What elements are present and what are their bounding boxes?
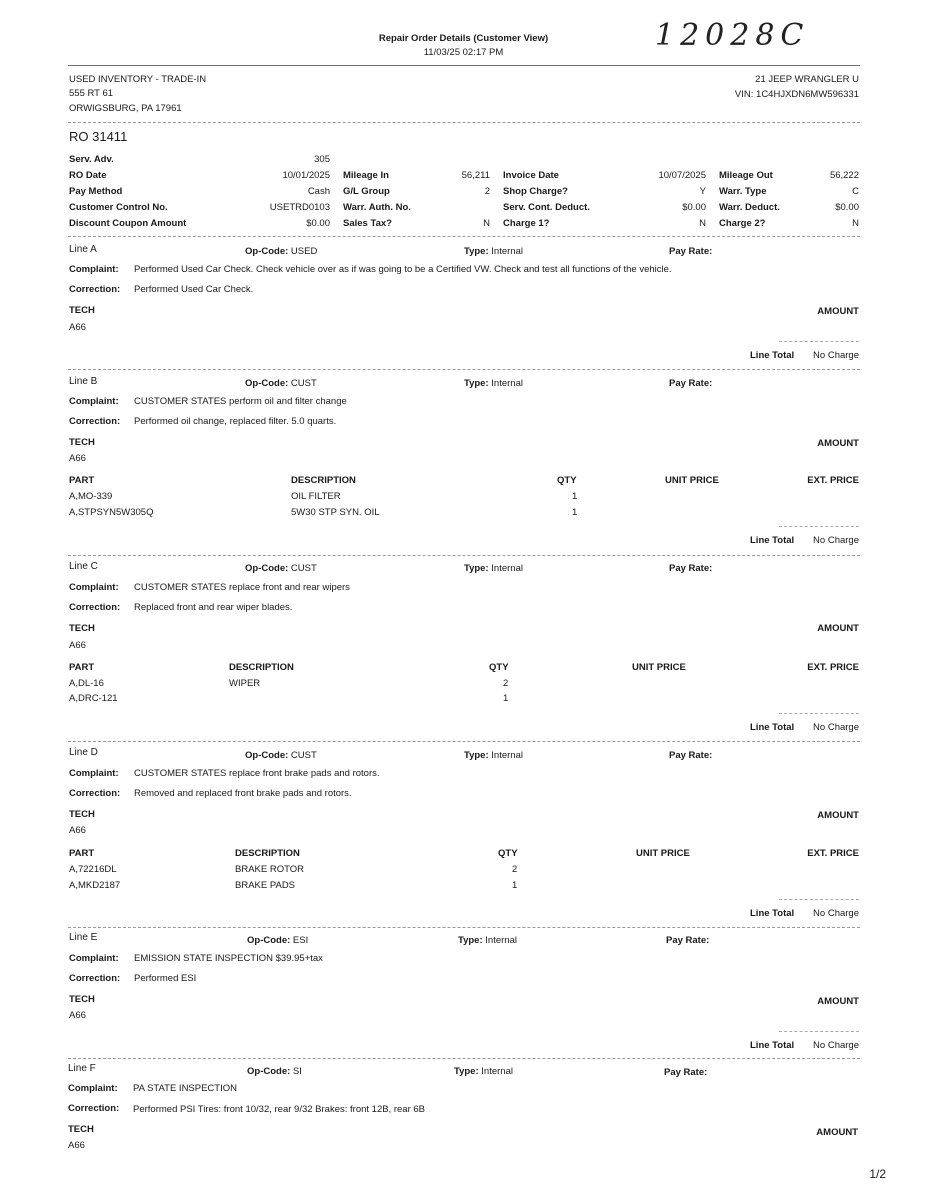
mileage-out-value: 56,222 [829, 170, 859, 181]
pay-method-value: Cash [307, 186, 330, 197]
type-value: Internal [485, 935, 517, 946]
total-rule [779, 899, 859, 900]
part-number: A,72216DL [69, 864, 117, 875]
part-description: WIPER [229, 678, 261, 689]
line-name: Line D [69, 747, 98, 758]
shop-charge-label: Shop Charge? [503, 186, 568, 197]
tech-label: TECH [69, 994, 95, 1005]
complaint-text: CUSTOMER STATES replace front and rear wipers [134, 582, 350, 593]
total-rule [779, 526, 859, 527]
opcode-label: Op-Code: [245, 563, 289, 574]
gl-group-label: G/L Group [343, 186, 390, 197]
correction-label: Correction: [69, 973, 121, 984]
part-qty: 1 [512, 880, 518, 891]
line-name: Line E [69, 932, 98, 943]
type-label: Type: [464, 563, 489, 574]
amount-label: AMOUNT [817, 810, 859, 821]
correction-label: Correction: [69, 788, 121, 799]
document-title: Repair Order Details (Customer View) [378, 33, 549, 44]
pay-rate-label: Pay Rate: [669, 246, 713, 257]
part-description: OIL FILTER [291, 491, 341, 502]
correction-label: Correction: [69, 416, 121, 427]
page-number: 1/2 [869, 1167, 886, 1181]
sales-tax-value: N [483, 218, 490, 229]
ro-date-value: 10/01/2025 [282, 170, 330, 181]
complaint-text: CUSTOMER STATES perform oil and filter change [134, 396, 347, 407]
serv-cont-label: Serv. Cont. Deduct. [503, 202, 590, 213]
complaint-text: EMISSION STATE INSPECTION $39.95+tax [134, 953, 323, 964]
pay-rate-label: Pay Rate: [664, 1067, 708, 1078]
part-header: PART [69, 475, 95, 486]
tech-label: TECH [69, 437, 95, 448]
tech-label: TECH [68, 1124, 94, 1135]
part-qty: 2 [512, 864, 518, 875]
complaint-label: Complaint: [69, 768, 119, 779]
divider [68, 927, 860, 928]
pay-rate-label: Pay Rate: [669, 750, 713, 761]
warr-type-label: Warr. Type [719, 186, 767, 197]
complaint-label: Complaint: [68, 1083, 118, 1094]
part-description: BRAKE ROTOR [235, 864, 304, 875]
invoice-date-value: 10/07/2025 [658, 170, 706, 181]
line-name: Line B [69, 376, 98, 387]
line-total-value: No Charge [813, 350, 859, 361]
part-header: PART [69, 662, 95, 673]
pay-rate-label: Pay Rate: [669, 563, 713, 574]
line-total-label: Line Total [750, 908, 795, 919]
description-header: DESCRIPTION [235, 848, 300, 859]
divider [68, 555, 860, 556]
unit-price-header: UNIT PRICE [636, 848, 690, 859]
print-datetime: 11/03/25 02:17 PM [423, 47, 504, 58]
mileage-in-value: 56,211 [461, 170, 490, 181]
amount-label: AMOUNT [817, 996, 859, 1007]
correction-text: Performed Used Car Check. [134, 284, 254, 295]
correction-label: Correction: [69, 602, 121, 613]
part-qty: 2 [503, 678, 509, 689]
part-qty: 1 [503, 693, 509, 704]
opcode-label: Op-Code: [245, 750, 289, 761]
correction-text: Performed oil change, replaced filter. 5.0 quarts. [134, 416, 337, 427]
type-label: Type: [464, 750, 489, 761]
ext-price-header: EXT. PRICE [807, 848, 859, 859]
serv-adv-label: Serv. Adv. [69, 154, 114, 165]
line-name: Line A [69, 244, 97, 255]
opcode-label: Op-Code: [245, 378, 289, 389]
total-rule [779, 1031, 859, 1032]
customer-control-value: USETRD0103 [269, 202, 330, 213]
discount-value: $0.00 [306, 218, 330, 229]
handwritten-stock-number: 12028C [655, 18, 810, 53]
amount-label: AMOUNT [817, 438, 859, 449]
dealer-name: USED INVENTORY - TRADE-IN [69, 74, 207, 85]
unit-price-header: UNIT PRICE [665, 475, 719, 486]
part-description: BRAKE PADS [235, 880, 296, 891]
part-number: A,DL-16 [69, 678, 104, 689]
part-number: A,DRC-121 [69, 693, 118, 704]
line-total-value: No Charge [813, 535, 859, 546]
type-value: Internal [491, 563, 523, 574]
tech-value: A66 [69, 322, 86, 333]
description-header: DESCRIPTION [229, 662, 294, 673]
line-total-value: No Charge [813, 722, 859, 733]
charge1-label: Charge 1? [503, 218, 550, 229]
charge2-label: Charge 2? [719, 218, 766, 229]
pay-rate-label: Pay Rate: [669, 378, 713, 389]
shop-charge-value: Y [699, 186, 706, 197]
line-total-value: No Charge [813, 908, 859, 919]
tech-label: TECH [69, 809, 95, 820]
part-description: 5W30 STP SYN. OIL [291, 507, 380, 518]
mileage-out-label: Mileage Out [719, 170, 773, 181]
tech-value: A66 [69, 640, 86, 651]
sales-tax-label: Sales Tax? [343, 218, 392, 229]
opcode-label: Op-Code: [245, 246, 289, 257]
correction-label: Correction: [68, 1103, 120, 1114]
divider [68, 65, 860, 66]
mileage-in-label: Mileage In [343, 170, 389, 181]
serv-adv-value: 305 [314, 154, 330, 165]
correction-label: Correction: [69, 284, 121, 295]
divider [68, 1058, 860, 1059]
invoice-date-label: Invoice Date [503, 170, 559, 181]
discount-label: Discount Coupon Amount [69, 218, 187, 229]
type-label: Type: [464, 378, 489, 389]
ext-price-header: EXT. PRICE [807, 662, 859, 673]
line-total-label: Line Total [750, 350, 795, 361]
amount-label: AMOUNT [817, 306, 859, 317]
part-qty: 1 [572, 507, 578, 518]
line-total-value: No Charge [813, 1040, 859, 1051]
complaint-label: Complaint: [69, 396, 119, 407]
charge2-value: N [852, 218, 859, 229]
amount-label: AMOUNT [817, 623, 859, 634]
line-name: Line C [69, 561, 98, 572]
vehicle-vin: VIN: 1C4HJXDN6MW596331 [734, 89, 859, 100]
type-label: Type: [458, 935, 483, 946]
tech-value: A66 [68, 1140, 85, 1151]
vehicle-description: 21 JEEP WRANGLER U [755, 74, 859, 85]
qty-header: QTY [498, 848, 518, 859]
opcode-value: SI [292, 1066, 302, 1077]
correction-text: Replaced front and rear wiper blades. [134, 602, 293, 613]
divider [68, 369, 860, 370]
complaint-text: PA STATE INSPECTION [133, 1083, 237, 1094]
part-qty: 1 [572, 491, 578, 502]
divider [68, 741, 860, 742]
correction-text: Performed PSI Tires: front 10/32, rear 9/32 Brakes: front 12B, rear 6B [133, 1104, 425, 1115]
correction-text: Removed and replaced front brake pads and rotors. [134, 788, 352, 799]
tech-value: A66 [69, 825, 86, 836]
type-value: Internal [491, 246, 523, 257]
opcode-value: CUST [290, 378, 317, 389]
type-label: Type: [464, 246, 489, 257]
qty-header: QTY [557, 475, 577, 486]
dealer-address2: ORWIGSBURG, PA 17961 [69, 103, 182, 114]
tech-label: TECH [69, 305, 95, 316]
type-value: Internal [481, 1066, 513, 1077]
complaint-text: CUSTOMER STATES replace front brake pads and rotors. [134, 768, 380, 779]
part-header: PART [69, 848, 95, 859]
unit-price-header: UNIT PRICE [632, 662, 686, 673]
opcode-label: Op-Code: [247, 1066, 291, 1077]
line-total-label: Line Total [750, 1040, 795, 1051]
divider [68, 122, 860, 123]
customer-control-label: Customer Control No. [69, 202, 168, 213]
complaint-label: Complaint: [69, 264, 119, 275]
divider [68, 236, 860, 237]
description-header: DESCRIPTION [291, 475, 356, 486]
warr-deduct-label: Warr. Deduct. [719, 202, 780, 213]
type-value: Internal [491, 378, 523, 389]
opcode-label: Op-Code: [247, 935, 291, 946]
part-number: A,MO-339 [69, 491, 113, 502]
tech-value: A66 [69, 1010, 86, 1021]
pay-method-label: Pay Method [69, 186, 123, 197]
serv-cont-value: $0.00 [682, 202, 706, 213]
part-number: A,MKD2187 [69, 880, 121, 891]
ro-date-label: RO Date [69, 170, 107, 181]
tech-label: TECH [69, 623, 95, 634]
complaint-label: Complaint: [69, 953, 119, 964]
warr-auth-label: Warr. Auth. No. [343, 202, 411, 213]
total-rule [779, 341, 859, 342]
amount-label: AMOUNT [816, 1127, 858, 1138]
total-rule [779, 713, 859, 714]
pay-rate-label: Pay Rate: [666, 935, 710, 946]
line-total-label: Line Total [750, 722, 795, 733]
type-label: Type: [454, 1066, 479, 1077]
opcode-value: CUST [290, 563, 317, 574]
tech-value: A66 [69, 453, 86, 464]
gl-group-value: 2 [484, 186, 490, 197]
opcode-value: USED [290, 246, 318, 257]
ro-number: RO 31411 [69, 129, 128, 144]
opcode-value: CUST [290, 750, 317, 761]
warr-type-value: C [852, 186, 859, 197]
correction-text: Performed ESI [134, 973, 197, 984]
line-total-label: Line Total [750, 535, 795, 546]
line-name: Line F [68, 1063, 96, 1074]
part-number: A,STPSYN5W305Q [69, 507, 154, 518]
complaint-label: Complaint: [69, 582, 119, 593]
charge1-value: N [699, 218, 706, 229]
complaint-text: Performed Used Car Check. Check vehicle over as if was going to be a Certified VW. Check and test all functions of the vehicle. [134, 264, 672, 275]
warr-deduct-value: $0.00 [835, 202, 859, 213]
ext-price-header: EXT. PRICE [807, 475, 859, 486]
type-value: Internal [491, 750, 523, 761]
qty-header: QTY [489, 662, 509, 673]
opcode-value: ESI [292, 935, 309, 946]
dealer-address1: 555 RT 61 [69, 88, 114, 99]
